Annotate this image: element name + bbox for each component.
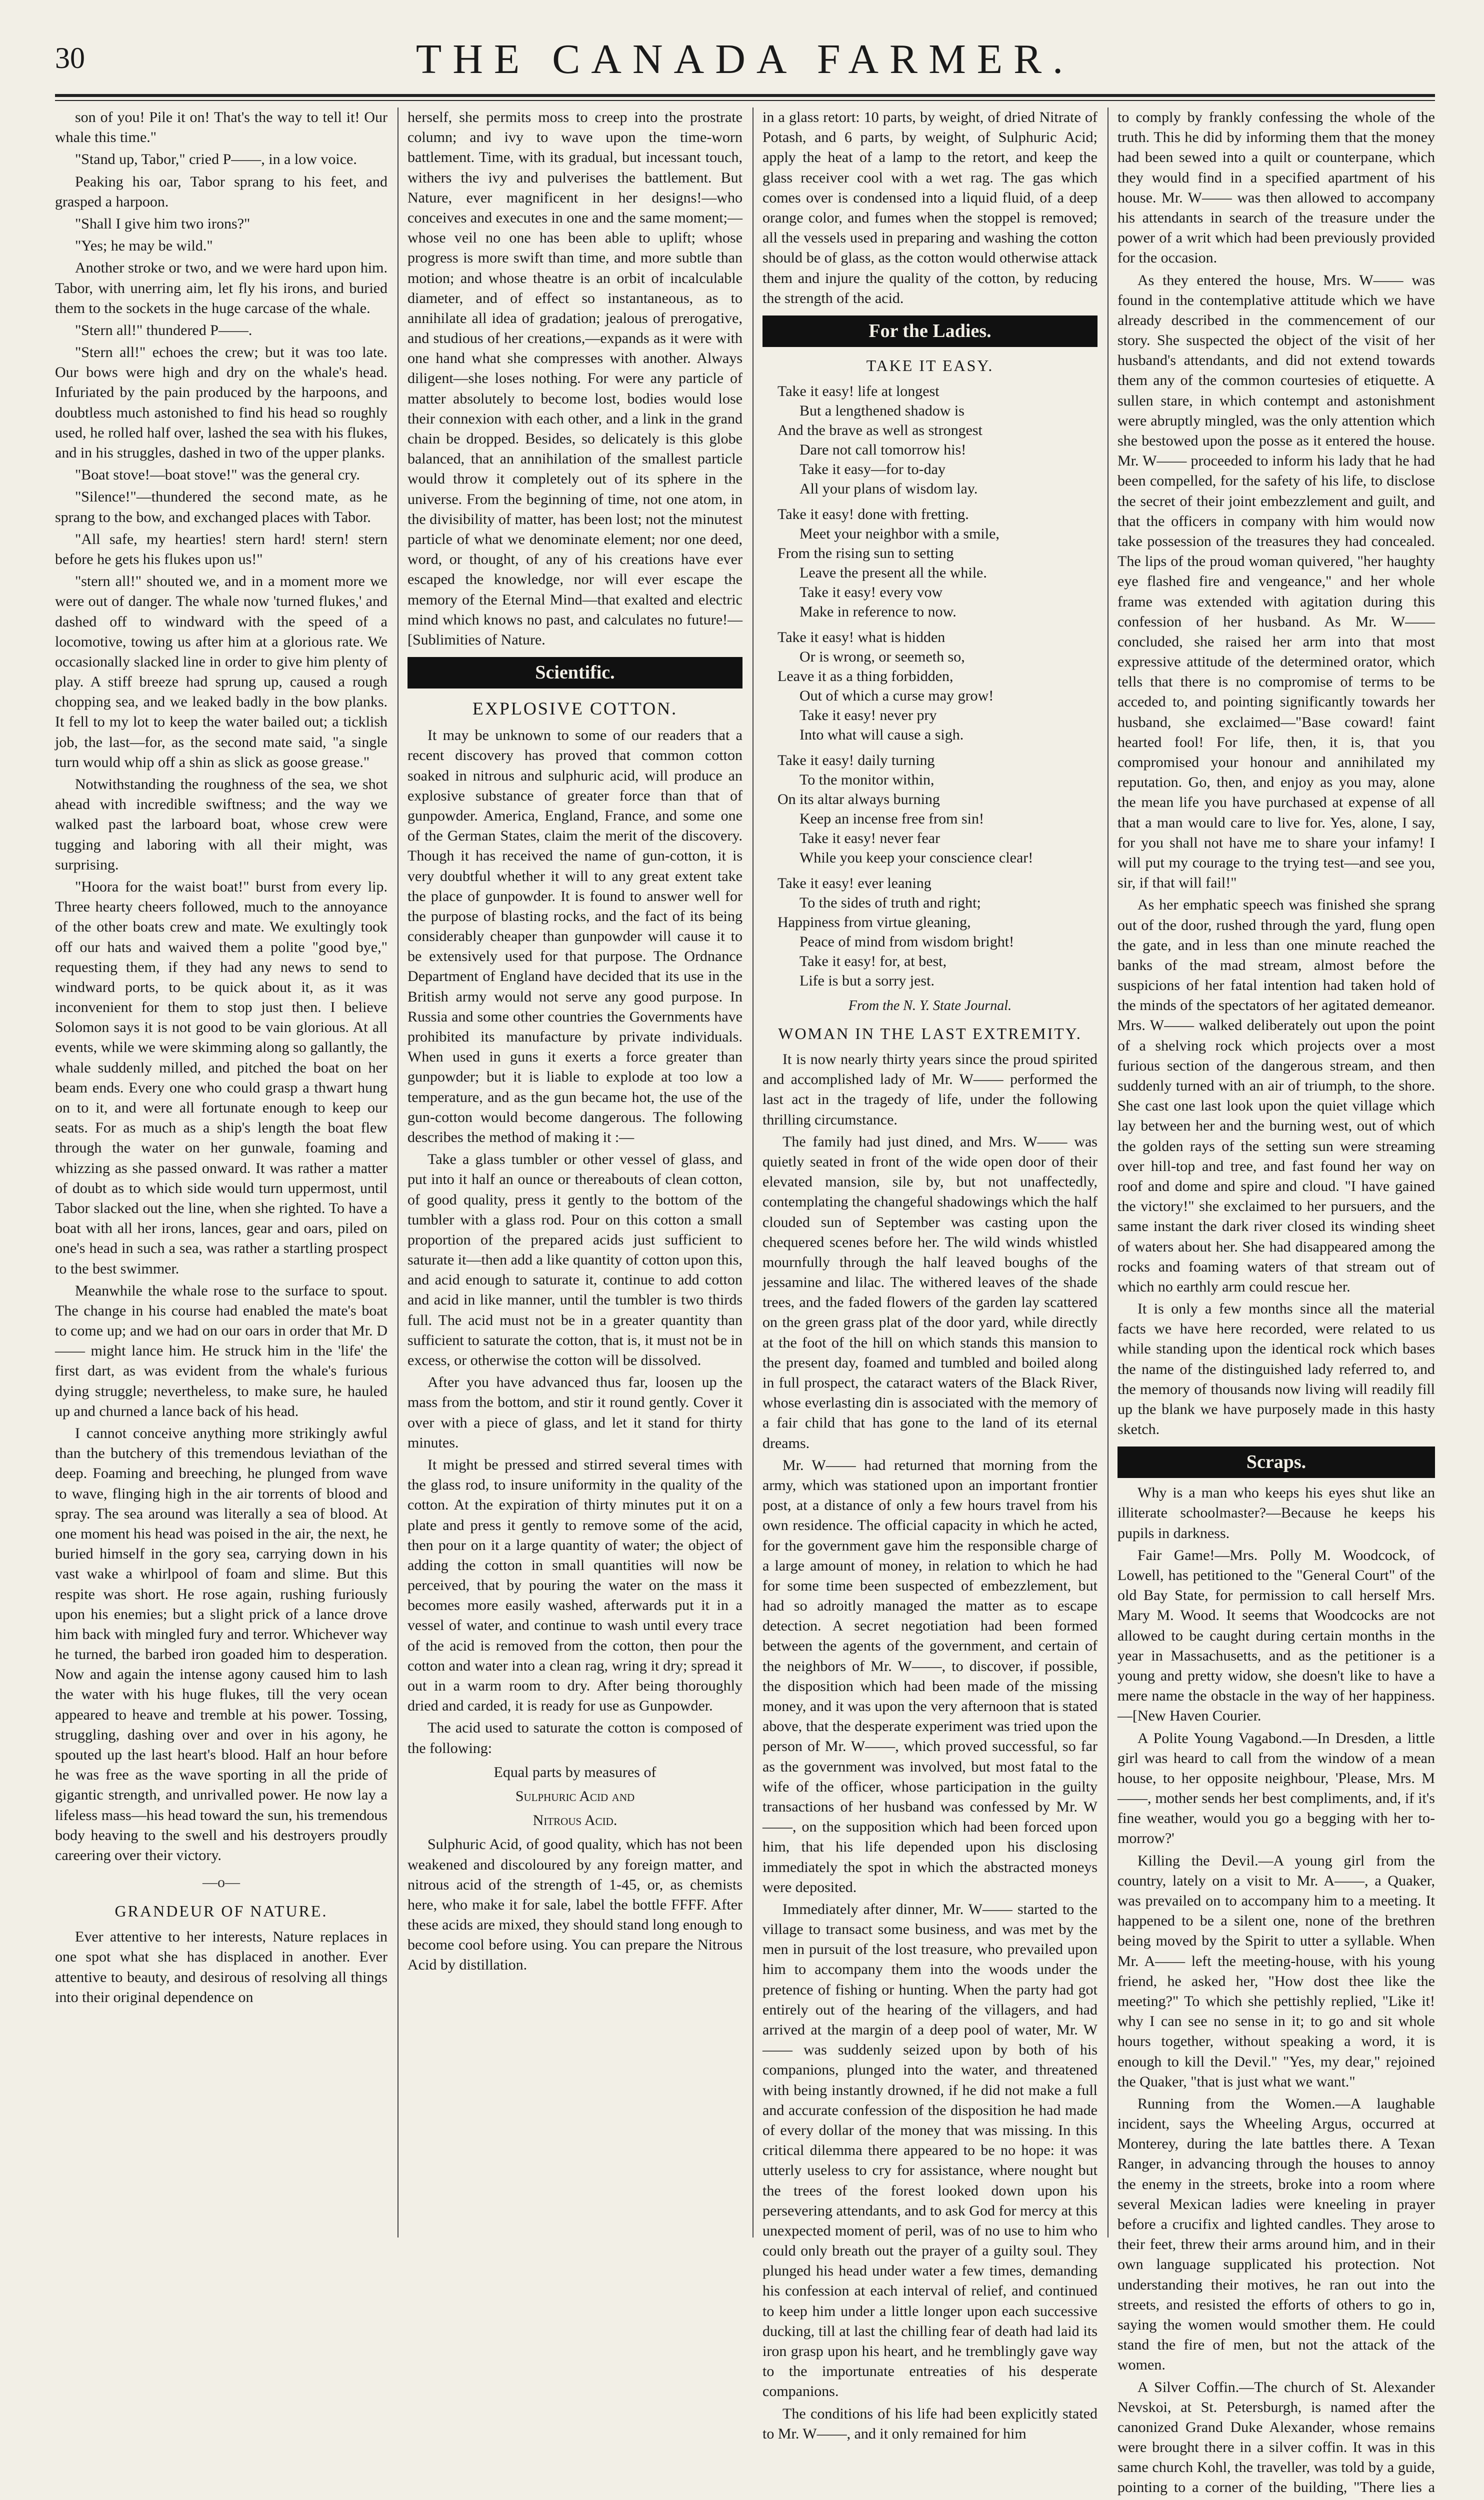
poem-line: All your plans of wisdom lay. [800,480,978,497]
poem-line: Life is but a sorry jest. [800,972,934,989]
paragraph: Ever attentive to her interests, Nature replaces in one spot what she has displaced in another. Ever attentive to beauty, and desirous of resolving all things into their original dependence on [55,1928,388,2006]
poem-line: Leave it as a thing forbidden, [778,668,954,684]
poem-line: Dare not call tomorrow his! [800,441,966,458]
poem-line: Take it easy! never fear [800,830,940,846]
paragraph: "Stern all!" thundered P——. [75,322,252,338]
poem-line: To the monitor within, [800,771,934,788]
masthead-title: THE CANADA FARMER. [416,36,1074,82]
paragraph: Mr. W—— had returned that morning from the army, which was stationed upon an important frontier post, at a distance of only a few hours travel from his own residence. The official capacity in which he acted, for the government gave him the responsible charge of a large amount of money, in relation to which he had for some time been suspected of embezzlement, but had so adroitly managed the matter as to escape detection. A secret negotiation had been formed between the agents of the government, and certain of the neighbors of Mr. W——, to discover, if possible, the disposition which had been made of the missing money, and it was upon the very afternoon that is stated above, that the desperate experiment was tried upon the person of Mr. W——, which proved successful, so far as the government was involved, but most fatal to the wife of the officer, whose participation in the guilty transactions of her husband was confessed by Mr. W——, on the supposition which had been forced upon him, that his life depended upon his disclosing immediately the spot in which the abstracted moneys were deposited. [762,1456,1098,1896]
paragraph: "Yes; he may be wild." [75,238,213,254]
scrap-item: Killing the Devil.—A young girl from the country, lately on a visit to Mr. A——, a Quaker, was prevailed on to accompany him to a meeting. It happened to be a silent one, none of the brethren being moved by the Spirit to utter a syllable. When Mr. A—— left the meeting-house, with his young friend, he asked her, "How dost thee like the meeting?" To which she pettishly replied, "Like it! why I can see no sense in it; to go and sit whole hours together, without speaking a word, it is enough to kill the Devil." "Yes, my dear," rejoined the Quaker, "that is just what we want." [1118,1852,1435,2090]
paragraph: "Boat stove!—boat stove!" was the general cry. [75,466,360,484]
poem-line: Into what will cause a sigh. [800,726,964,743]
section-divider: —o— [202,1874,240,1891]
scrap-item: Why is a man who keeps his eyes shut like an illiterate schoolmaster?—Because he keeps his pupils in darkness. [1118,1484,1435,1542]
paragraph: herself, she permits moss to creep into the prostrate column; and ivy to wave upon the time-worn battlement. Time, with its gradual, but incessant touch, withers the ivy and pulverises the battlement. But Nature, ever magnificent in her designs!—who conceives and executes in one and the same moment;—whose veil no one has been able to uplift; whose progress is more swift than time, and more subtle than motion; and whose theatre is an orbit of incalculable diameter, and of effect so instantaneous, as to annihilate all idea of gradation; jealous of prerogative, and studious of her creations,—expands as it were with one hand what she compresses with another. Always diligent—she loses nothing. For were any particle of matter absolutely to become lost, bodies would lose their connexion with each other, and a link in the grand chain be dropped. Besides, so delicately is this globe balanced, that an annihilation of the smallest particle would throw it completely out of its sphere in the universe. From the beginning of time, not one atom, in the divisibility of matter, has been lost; not the minutest particle of what we denominate element; nor one deed, word, or thought, of any of his creations have ever escaped the knowledge, nor will ever escape the memory of the Eternal Mind—that exalted and electric mind which knows no past, and calculates no future!—[Sublimities of Nature. [408,109,742,648]
paragraph: The acid used to saturate the cotton is composed of the following: [408,1720,742,1756]
section-banner: Scientific. [408,657,742,688]
paragraph: to comply by frankly confessing the whole of the truth. This he did by informing them that the money had been sewed into a quilt or counterpane, which they would find in a specified apartment of his house. Mr. W—— was then allowed to accompany his attendants in search of the treasure under the power of a writ which had been previously provided for the occasion. [1118,109,1435,266]
poem-line: But a lengthened shadow is [800,402,964,419]
paragraph: "Shall I give him two irons?" [75,215,250,232]
paragraph: Another stroke or two, and we were hard upon him. Tabor, with unerring aim, let fly his irons, and buried them to the sockets in the huge carcase of the whale. [55,260,388,316]
poem-line: From the rising sun to setting [778,544,954,562]
poem-line: To the sides of truth and right; [800,894,981,911]
paragraph: I cannot conceive anything more strikingly awful than the butchery of this tremendous leviathan of the deep. Foaming and breeching, he plunged from wave to wave, flinging high in the air torrents of blood and spray. The sea around was literally a sea of blood. At one moment his head was poised in the air, the next, he buried himself in the gory sea, carrying down in his vast wake a whirlpool of foam and slime. But this respite was short. He rose again, rushing furiously upon his enemies; but a slight prick of a lance drove him back with mingled fury and terror. Whichever way he turned, the barbed iron goaded him to desperation. Now and again the intense agony caused him to lash the water with his huge flukes, till the very ocean appeared to heave and tremble at his power. Tossing, struggling, dashing over and over in his agony, he spouted up the last heart's blood. Half an hour before he was free as the wave sporting in all the pride of gigantic strength, and unrivalled power. He now lay a lifeless mass—his head toward the sun, his tremendous body heaving to the swell and his destroyers proudly careering over their victory. [55,1425,388,1864]
page-header [55,35,1435,85]
poem-line: Keep an incense free from sin! [800,810,984,827]
poem-line: Or is wrong, or seemeth so, [800,648,965,665]
poem-credit: From the N. Y. State Journal. [848,998,1012,1014]
paragraph: Take a glass tumbler or other vessel of glass, and put into it half an ounce or thereabouts of clean cotton, of good quality, press it gently to the bottom of the tumbler with a glass rod. Pour on this cotton a small proportion of the prepared acids just sufficient to saturate it—then add a like quantity of cotton upon this, and acid enough to saturate it, continue to add cotton and acid in like manner, until the tumbler is two thirds full. The acid must not be in a greater quantity than sufficient to saturate the cotton, that is, it must not be in excess, or otherwise the cotton will be dissolved. [408,1151,742,1369]
recipe-line: Sulphuric Acid and [515,1788,635,1804]
paragraph: "Hoora for the waist boat!" burst from every lip. Three hearty cheers followed, much to the annoyance of the other boats crew and mate. We exultingly took off our hats and waived them a polite "good bye," requesting them, if they had any news to send to windward ports, to be quick about it, as it was inconvenient for them to stop just then. I believe Solomon says it is not good to be vain glorious. At all events, while we were skimming along so gallantly, the whale suddenly milled, and pitched the boat on her beam ends. Every one who could grasp a thwart hung on to it, and were all fortunate enough to keep our seats. For as much as a ship's length the boat flew through the water on her gunwale, foaming and whizzing as she passed onward. It was rather a matter of doubt as to which side would turn uppermost, until Tabor slacked out the line, when she righted. To have a boat with all her irons, lances, gear and oars, piled on one's head in such a sea, was rather a startling prospect to the best swimmer. [55,878,388,1277]
paragraph: "stern all!" shouted we, and in a moment more we were out of danger. The whale now 'turned flukes,' and dashed off to windward with the speed of a locomotive, towing us after him at a glorious rate. We occasionally slacked line in order to give him plenty of play. A stiff breeze had sprung up, caused a rough chopping sea, and we leaked badly in the bow planks. It fell to my lot to keep the water bailed out; a ticklish job, the last—for, as the second mate said, "a single turn would whip off a shin as slick as goose grease." [55,573,388,770]
section-banner: For the Ladies. [762,316,1098,347]
paragraph: It is only a few months since all the material facts we have here recorded, were related to us while standing upon the identical rock which bases the name of the distinguished lady referred to, and the memory of thousands now living will readily fill up the blank we have purposely made in this hasty sketch. [1118,1300,1435,1438]
scrap-item: Fair Game!—Mrs. Polly M. Woodcock, of Lowell, has petitioned to the "General Court" of the old Bay State, for permission to call herself Mrs. Mary M. Wood. It seems that Woodcocks are not allowed to be caught during certain months in the year in Massachusetts, and as the petitioner is a young and pretty widow, she doesn't like to have a mere name the obstacle in the way of her happiness.—[New Haven Courier. [1118,1546,1435,1724]
poem-line: Take it easy! never pry [800,706,937,724]
poem-line: Take it easy! life at longest [778,382,940,400]
poem-title: TAKE IT EASY. [866,356,994,374]
poem-line: Take it easy! for, at best, [800,952,947,970]
poem-line: Take it easy! ever leaning [778,874,932,892]
paragraph: "Silence!"—thundered the second mate, as he sprang to the bow, and exchanged places with Tabor. [55,488,388,526]
article-title: GRANDEUR OF NATURE. [114,1902,328,1920]
paragraph: son of you! Pile it on! That's the way to tell it! Our whale this time." [55,109,388,146]
paragraph: Immediately after dinner, Mr. W—— started to the village to transact some business, and was met by the men in pursuit of the lost treasure, who prevailed upon him to accompany them into the woods under the pretence of fishing or hunting. When the party had got entirely out of the hearing of the villagers, and had arrived at the margin of a deep pool of water, Mr. W—— was suddenly seized upon by both of his companions, plunged into the water, and threatened with being instantly drowned, if he did not make a full and accurate confession of the disposition he had made of every dollar of the money that was missing. In this critical dilemma there appeared to be no hope: it was utterly useless to cry for assistance, where nought but the trees of the forest looked down upon his persevering attendants, and to ask God for mercy at this unexpected moment of peril, was of no use to him who could only breath out the prayer of a guilty soul. They plunged his head under water a few times, demanding his confession at each interval of relief, and continued to keep him under a little longer upon each successive ducking, till at last the chilling fear of death had laid its iron grasp upon his heart, and he tremblingly gave way to the importunate entreaties of his desperate companions. [762,1900,1098,2400]
poem-line: Meet your neighbor with a smile, [800,525,1000,542]
page-number: 30 [55,42,85,74]
poem-line: Leave the present all the while. [800,564,987,581]
article-title: EXPLOSIVE COTTON. [472,698,678,718]
header-rule-thin [55,100,1435,101]
paragraph: in a glass retort: 10 parts, by weight, of dried Nitrate of Potash, and 6 parts, by weight, of Sulphuric Acid; apply the heat of a lamp to the retort, and keep the glass receiver cool with a wet rag. The gas which comes over is condensed into a liquid fluid, of a deep orange color, and fumes when the stoppel is removed; all the vessels used in preparing and washing the cotton should be of glass, as the cotton would otherwise attack them and injure the quality of the cotton, by reducing the strength of the acid. [762,109,1098,306]
paragraph: It might be pressed and stirred several times with the glass rod, to insure uniformity in the quality of the cotton. At the expiration of thirty minutes put it on a plate and press it gently to remove some of the acid, then pour on it a large quantity of water; the object of adding the cotton in small quantities will now be perceived, that by pouring the water on the mass it becomes more easily washed, afterwards put it in a vessel of water, and continue to wash until every trace of the acid is removed from the cotton, then pour the cotton and water into a clean rag, wring it dry; spread it out in a warm room to dry. After being thoroughly dried and carded, it is ready for use as Gunpowder. [408,1456,742,1714]
column-2 [408,108,742,2238]
recipe-line: Equal parts by measures of [494,1764,656,1780]
paragraph: The family had just dined, and Mrs. W—— was quietly seated in front of the wide open door of their elevated mansion, sile by, but not unaffectedly, contemplating the changeful shadowings which the half clouded sun of September was casting upon the chequered scenes before her. The wild winds whistled mournfully through the half leaved boughs of the jessamine and lilac. The withered leaves of the shade trees, and the faded flowers of the garden lay scattered on the green grass plat of the door yard, while directly at the foot of the hill on which stands this mansion to the present day, foamed and tumbled and boiled along in full prospect, the cataract waters of the Black River, whose everlasting din is associated with the memory of a fair child that has gone to the land of its eternal dreams. [762,1133,1098,1452]
section-banner: Scraps. [1118,1446,1435,1478]
section-heading [1118,1446,1435,1478]
section-heading [408,657,742,688]
poem-line: Take it easy! every vow [800,584,943,600]
poem-line: Take it easy! done with fretting. [778,506,969,522]
header-rule [55,94,1435,97]
column-1 [55,108,388,2238]
paragraph: Sulphuric Acid, of good quality, which has not been weakened and discoloured by any foreign matter, and nitrous acid of the strength of 1-45, or, as chemists here, who make it for sale, label the bottle FFFF. After these acids are mixed, they should stand long enough to become cool before using. You can prepare the Nitrous Acid by distillation. [408,1836,742,1974]
poem-line: And the brave as well as strongest [778,422,982,438]
paragraph: Notwithstanding the roughness of the sea, we shot ahead with incredible swiftness; and the way we walked past the larboard boat, whose crew were tugging and laboring with all their might, was surprising. [55,776,388,873]
poem-line: Take it easy! daily turning [778,752,935,768]
paragraph: "Stand up, Tabor," cried P——, in a low voice. [75,151,357,168]
poem [778,382,1098,990]
poem-line: Take it easy! what is hidden [778,628,946,646]
article-title: WOMAN IN THE LAST EXTREMITY. [778,1024,1082,1043]
poem-line: Peace of mind from wisdom bright! [800,933,1014,950]
scrap-item: Running from the Women.—A laughable incident, says the Wheeling Argus, occurred at Monterey, during the late battles there. A Texan Ranger, in advancing through the houses to annoy the enemy in the streets, broke into a room where several Mexican ladies were kneeling in prayer before a crucifix and lighted candles. They arose to their feet, threw their arms around him, and in their own language supplicated his protection. Not understanding their motives, he ran out into the streets, and resisted the efforts of others to go in, saying the women would smother them. He could stand the fire of men, but not the attack of the women. [1118,2095,1435,2374]
page-columns [55,108,1435,2496]
paragraph: As her emphatic speech was finished she sprang out of the door, rushed through the yard, flung open the gate, and in less than one minute reached the banks of the mad stream, almost before the suspicions of her fatal intention had taken hold of the minds of the spectators of her agitated demeanor. Mrs. W—— walked deliberately out upon the point of a shelving rock which projects over a most furious section of the dangerous stream, and then suddenly turned with an air of triumph, to the shore. She cast one last look upon the quiet village which lay between her and the burning west, out of which the golden rays of the setting sun were streaming over hill-top and tree, and fast found her way on roof and dome and spire and cloud. "I have gained the victory!" she exclaimed to her pursuers, and the same instant the dark river closed its winding sheet of waters about her. She had disappeared among the rocks and foaming waters of that stream out of which no earthly arm could rescue her. [1118,896,1435,1295]
paragraph: It may be unknown to some of our readers that a recent discovery has proved that common cotton soaked in nitrous and sulphuric acid, will produce an explosive substance of greater force than that of gunpowder. America, England, France, and some one of the German States, claim the merit of the discovery. Though it has received the name of gun-cotton, it is very doubtful whether it will to any great extent take the place of gunpowder. It is found to answer well for the purpose of blasting rocks, and the fact of its being considerably cheaper than gunpowder will cause it to be extensively used for that purpose. The Ordnance Department of England have decided that its use in the British army would not serve any good purpose. In Russia and some other countries the Governments have prohibited its manufacture by private individuals. When used in guns it exerts a force greater than gunpowder; but it is liable to explode at too low a temperature, and as the gun became hot, the use of the gun-cotton would become dangerous. The following describes the method of making it :— [408,727,742,1146]
paragraph: Peaking his oar, Tabor sprang to his feet, and grasped a harpoon. [55,173,388,210]
poem-line: Make in reference to now. [800,603,956,620]
poem-line: While you keep your conscience clear! [800,849,1034,866]
scrap-item: A Polite Young Vagabond.—In Dresden, a little girl was heard to call from the window of a mean house, to her opposite neighbour, 'Please, Mrs. M——, mother sends her best compliments, and, if it's fine weather, would you go a begging with her to-morrow?' [1118,1730,1435,1847]
paragraph: As they entered the house, Mrs. W—— was found in the contemplative attitude which we have already described in the commencement of our story. She suspected the object of the visit of her husband's attendants, and did not extend towards them any of the common courtesies of etiquette. A sullen stare, in which contempt and astonishment were abruptly mingled, was the only attention which she bestowed upon the posse as it entered the house. Mr. W—— proceeded to inform his lady that he had been compelled, for the safety of his life, to disclose the secret of their joint embezzlement and guilt, and that the officers in company with him would now take possession of the treasures they had concealed. The lips of the proud woman quivered, "her haughty eye flashed fire and vengeance," and her whole frame was extended with agitation during this confession of her husband. As Mr. W—— concluded, she raised her arm into that most expressive attitude of the determined orator, which tells that there is no compromise of terms to be acceded to, and pointing significantly towards her husband, she exclaimed—"Base coward! faint hearted fool! For life, then, it is, that you compromised your honour and annihilated my reputation. Go, then, and enjoy as you may, alone the mean life you have purchased at expense of all that a man would care to live for. Yes, alone, I say, for you shall not have me to share your infamy! I will put my courage to the trying test—and see you, sir, if that will fail!" [1118,272,1435,892]
column-4 [1118,108,1435,2496]
poem-line: Happiness from virtue gleaning, [778,914,971,930]
poem-line: Out of which a curse may grow! [800,687,994,704]
section-heading [762,316,1098,347]
paragraph: "All safe, my hearties! stern hard! stern! stern before he gets his flukes upon us!" [55,530,388,568]
paragraph: After you have advanced thus far, loosen up the mass from the bottom, and stir it round gently. Cover it over with a piece of glass, and let it stand for thirty minutes. [408,1374,742,1451]
paragraph: "Stern all!" echoes the crew; but it was too late. Our bows were high and dry on the whale's head. Infuriated by the pain produced by the harpoons, and doubtless much astonished to find his head so roughly used, he rolled half over, lashed the sea with his flukes, and in his struggles, dashed in two of the upper planks. [55,344,388,461]
recipe-line: Nitrous Acid. [532,1812,618,1829]
paragraph: It is now nearly thirty years since the proud spirited and accomplished lady of Mr. W—— performed the last act in the tragedy of life, under the following thrilling circumstance. [762,1051,1098,1128]
poem-line: Take it easy—for to-day [800,460,946,478]
column-3 [762,108,1098,2442]
poem-line: On its altar always burning [778,790,940,808]
paragraph: Meanwhile the whale rose to the surface to spout. The change in his course had enabled the mate's boat to come up; and we had on our oars in order that Mr. D—— might lance him. He struck him in the 'life' the first dart, as was evident from the whale's furious dying struggle; nevertheless, to make sure, he hauled up and churned a lance back of his head. [55,1282,388,1420]
paragraph: The conditions of his life had been explicitly stated to Mr. W——, and it only remained for him [762,2405,1098,2442]
scrap-item: A Silver Coffin.—The church of St. Alexander Nevskoi, at St. Petersburgh, is named after the canonized Grand Duke Alexander, whose remains were brought there in a silver coffin. It was in this same church Kohl, the traveller, was told by a guide, pointing to a corner of the building, "There lies a [1118,2378,1435,2496]
